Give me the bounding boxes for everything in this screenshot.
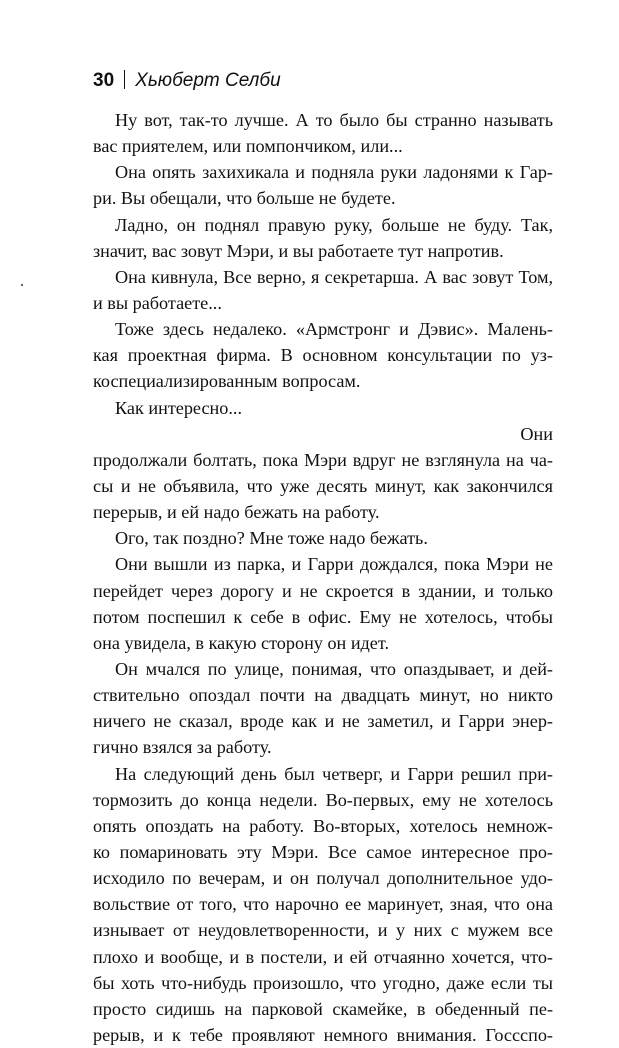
text-line: ствительно опоздал почти на двадцать минут, но никто	[93, 685, 553, 706]
author-name: Хьюберт Селби	[135, 70, 281, 91]
header-separator	[124, 70, 125, 89]
text-line: Он мчался по улице, понимая, что опаздывает, и дей-	[115, 658, 553, 679]
text-line: На следующий день был четверг, и Гарри решил при-	[115, 763, 553, 784]
scan-speck	[21, 284, 23, 286]
body-text	[93, 107, 553, 1048]
text-line: рерыв, и к тебе проявляют немного внимания. Госсспо-	[93, 1024, 553, 1045]
text-line: продолжали болтать, пока Мэри вдруг не взглянула на ча-	[93, 449, 553, 470]
text-line: Ну вот, так-то лучше. А то было бы странно называть	[115, 110, 553, 130]
text-line: Она кивнула, Все верно, я секретарша. А вас зовут Том,	[115, 266, 553, 287]
page-number: 30	[93, 70, 115, 91]
text-line: Они вышли из парка, и Гарри дождался, пока Мэри не	[115, 554, 553, 575]
text-line: Ого, так поздно? Мне тоже надо бежать.	[115, 528, 428, 549]
text-line: гично взялся за работу.	[93, 737, 272, 758]
text-line: коспециализированным вопросам.	[93, 371, 361, 392]
text-line: вольствие от того, что нарочно ее маринует, зная, что она	[93, 894, 553, 915]
text-line: ничего не сказал, вроде как и не заметил, и Гарри энер-	[93, 711, 553, 732]
text-line: ри. Вы обещали, что больше не будете.	[93, 188, 396, 209]
text-line: значит, вас зовут Мэри, и вы работаете тут напротив.	[93, 240, 504, 261]
text-line: ко помариновать эту Мэри. Все самое интересное про-	[93, 841, 553, 862]
text-line: она увидела, в какую сторону он идет.	[93, 632, 389, 653]
text-line: Они	[520, 423, 553, 444]
text-line: плохо и вообще, и в постели, и ей отчаянно хочется, что-	[93, 946, 553, 967]
text-line: Как интересно...	[115, 397, 242, 418]
text-line: Ладно, он поднял правую руку, больше не буду. Так,	[115, 214, 553, 235]
text-line: вас приятелем, или помпончиком, или...	[93, 136, 403, 157]
text-line: кая проектная фирма. В основном консультации по уз-	[93, 345, 553, 366]
text-line: Она опять захихикала и подняла руки ладонями к Гар-	[115, 162, 553, 183]
text-line: перейдет через дорогу и не скроется в здании, и только	[93, 580, 553, 601]
text-line: просто сидишь на парковой скамейке, в обеденный пе-	[93, 998, 553, 1019]
text-line: изнывает от неудовлетворенности, и у них с мужем все	[93, 920, 553, 941]
text-line: перерыв, и ей надо бежать на работу.	[93, 502, 380, 523]
text-line: опять опоздать на работу. Во-вторых, хотелось немнож-	[93, 815, 553, 836]
text-line: исходило по вечерам, и он получал дополнительное удо-	[93, 868, 553, 889]
text-line: потом поспешил к себе в офис. Ему не хотелось, чтобы	[93, 606, 553, 627]
text-line: сы и не объявила, что уже десять минут, как закончился	[93, 475, 553, 496]
text-line: бы хоть что-нибудь произошло, что угодно, даже если ты	[93, 972, 553, 993]
text-line: тормозить до конца недели. Во-первых, ему не хотелось	[93, 789, 553, 810]
running-head	[93, 68, 281, 94]
text-line: Тоже здесь недалеко. «Армстронг и Дэвис». Малень-	[115, 319, 553, 340]
text-line: и вы работаете...	[93, 292, 222, 313]
